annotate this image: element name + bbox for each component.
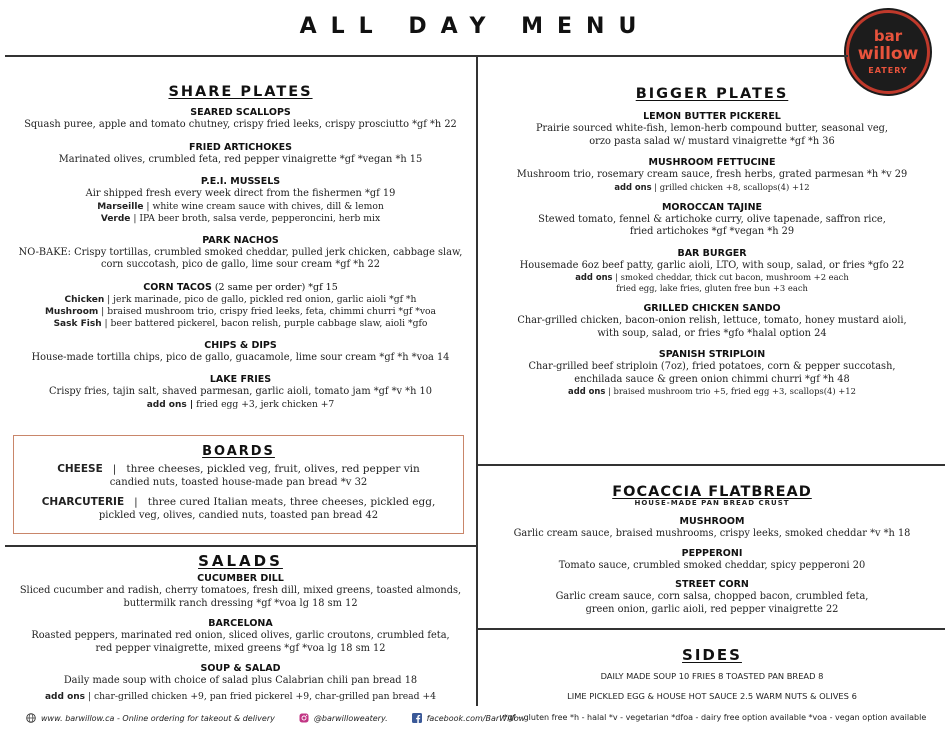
boards-section: BOARDS CHEESE | three cheeses, pickled veg, fruit, olives, red pepper vin candied nuts, toasted house-made pan bread *v 32 CHARCUTERIE | three cured Italian meats, three cheeses, pickled egg, pickled veg, olives, candied nuts, toasted pan bread 42 bbox=[13, 444, 464, 522]
bigger-plates-section bbox=[478, 86, 946, 397]
facebook-icon bbox=[412, 713, 422, 723]
taco-option: Chicken | jerk marinade, pico de gallo, pickled red onion, garlic aioli *gf *h bbox=[64, 293, 417, 305]
taco-option: Mushroom | braised mushroom trio, crispy fried leeks, feta, chimmi churri *gf *voa bbox=[44, 305, 437, 317]
focaccia-title: FOCACCIA FLATBREAD bbox=[612, 484, 812, 500]
mussels-option: Verde | IPA beer broth, salsa verde, pepperoncini, herb mix bbox=[100, 212, 381, 224]
instagram-icon bbox=[299, 713, 309, 723]
menu-item: SEARED SCALLOPS Squash puree, apple and tomato chutney, crispy fried leeks, crispy prosciutto *gf *h 22 bbox=[24, 107, 457, 130]
add-ons: add ons | fried egg +3, jerk chicken +7 bbox=[146, 398, 335, 410]
menu-item: FRIED ARTICHOKES Marinated olives, crumbled feta, red pepper vinaigrette *gf *vegan *h 15 bbox=[58, 141, 423, 165]
add-ons: add ons | grilled chicken +8, scallops(4) +12 bbox=[614, 181, 810, 192]
menu-item: MUSHROOM FETTUCINE Mushroom trio, rosemary cream sauce, fresh herbs, grated parmesan *h *v 29 add ons | grilled chicken +8, scallops(4) +12 bbox=[478, 157, 946, 193]
menu-item: SOUP & SALAD Daily made soup with choice of salad plus Calabrian chili pan bread 18 bbox=[63, 663, 418, 686]
salads-section bbox=[5, 552, 476, 703]
focaccia-rule bbox=[477, 464, 945, 466]
menu-item: MUSHROOM Garlic cream sauce, braised mushrooms, crispy leeks, smoked cheddar *v *h 18 bbox=[513, 516, 911, 539]
taco-option: Sask Fish | beer battered pickerel, bacon relish, purple cabbage slaw, aioli *gfo bbox=[53, 317, 428, 329]
salad-add-ons: add ons | char-grilled chicken +9, pan fried pickerel +9, char-grilled pan bread +4 bbox=[44, 690, 437, 702]
menu-item: BAR BURGER Housemade 6oz beef patty, garlic aioli, LTO, with soup, salad, or fries *gfo 22 add ons | smoked cheddar, thick cut bacon, mushroom +2 each fried egg, lake fries, gluten free bun +3 each bbox=[478, 248, 946, 295]
focaccia-section bbox=[478, 484, 946, 616]
bigger-plates-title: BIGGER PLATES bbox=[635, 86, 789, 102]
menu-item: LAKE FRIES Crispy fries, tajin salt, shaved parmesan, garlic aioli, tomato jam *gf *v *h 10 add ons | fried egg +3, jerk chicken +7 bbox=[5, 374, 476, 411]
sides-title: SIDES bbox=[682, 646, 742, 664]
menu-item: STREET CORN Garlic cream sauce, corn salsa, chopped bacon, crumbled feta, green onion, garlic aioli, red pepper vinaigrette 22 bbox=[555, 579, 869, 615]
website-link[interactable]: www. barwillow.ca - Online ordering for takeout & delivery bbox=[41, 714, 275, 723]
salads-rule bbox=[5, 545, 476, 547]
add-ons: add ons | braised mushroom trio +5, fried egg +3, scallops(4) +12 bbox=[568, 386, 856, 396]
boards-title: BOARDS bbox=[202, 444, 275, 459]
menu-item: MOROCCAN TAJINE Stewed tomato, fennel & artichoke curry, olive tapenade, saffron rice, fried artichokes *gf *vegan *h 29 bbox=[538, 201, 886, 237]
menu-item: PARK NACHOS NO-BAKE: Crispy tortillas, crumbled smoked cheddar, pulled jerk chicken, cabbage slaw, corn succotash, pico de gallo, lime sour cream *gf *h 22 bbox=[18, 234, 463, 270]
menu-item: BARCELONA Roasted peppers, marinated red onion, sliced olives, garlic croutons, crumbled feta, red pepper vinaigrette, mixed greens *gf *voa lg 18 sm 12 bbox=[31, 618, 450, 654]
share-plates-section bbox=[5, 84, 476, 411]
mussels-option: Marseille | white wine cream sauce with chives, dill & lemon bbox=[97, 200, 384, 212]
salads-title: SALADS bbox=[198, 552, 283, 570]
menu-item: P.E.I. MUSSELS Air shipped fresh every week direct from the fishermen *gf 19 Marseille | white wine cream sauce with chives, dill & lemon Verde | IPA beer broth, salsa verde, pepperoncini, herb mix bbox=[5, 176, 476, 225]
bar-willow-logo: bar willow EATERY bbox=[846, 10, 930, 94]
menu-item: CUCUMBER DILL Sliced cucumber and radish, cherry tomatoes, fresh dill, mixed greens, toasted almonds, buttermilk ranch dressing *gf *voa lg 18 sm 12 bbox=[19, 573, 462, 609]
menu-item: SPANISH STRIPLOIN Char-grilled beef striploin (7oz), fried potatoes, corn & pepper succotash, enchilada sauce & green onion chimmi churri *gf *h 48 add ons | braised mushroom trio +5, fried egg +3, scallops(4) +12 bbox=[478, 349, 946, 397]
menu-item: GRILLED CHICKEN SANDO Char-grilled chicken, bacon-onion relish, lettuce, tomato, honey mustard aioli, with soup, salad, or fries *gfo *halal option 24 bbox=[517, 303, 907, 339]
page-title: ALL DAY MENU bbox=[299, 14, 651, 39]
focaccia-subtitle: HOUSE-MADE PAN BREAD CRUST bbox=[634, 499, 790, 507]
globe-icon bbox=[26, 713, 36, 723]
sides-line: DAILY MADE SOUP 10 FRIES 8 TOASTED PAN BREAD 8 bbox=[600, 671, 824, 681]
add-ons: add ons | smoked cheddar, thick cut bacon, mushroom +2 each bbox=[575, 272, 849, 282]
sides-rule bbox=[477, 628, 945, 630]
top-rule bbox=[5, 55, 848, 57]
board-item: CHEESE | three cheeses, pickled veg, fruit, olives, red pepper vin bbox=[57, 463, 420, 475]
dietary-legend: *gf - gluten free *h - halal *v - vegetarian *dfoa - dairy free option available *voa - vegan option available bbox=[503, 713, 927, 722]
menu-item: CORN TACOS (2 same per order) *gf 15 Chicken | jerk marinade, pico de gallo, pickled red onion, garlic aioli *gf *h Mushroom | braised mushroom trio, crispy fried leeks, feta, chimmi churri *gf *voa Sask Fish | beer battered pickerel, bacon relish, purple cabbage slaw, aioli *gfo bbox=[5, 282, 476, 330]
menu-item: LEMON BUTTER PICKEREL Prairie sourced white-fish, lemon-herb compound butter, seasonal veg, orzo pasta salad w/ mustard vinaigrette *gf *h 36 bbox=[535, 111, 889, 147]
sides-section bbox=[478, 646, 946, 702]
share-plates-title: SHARE PLATES bbox=[168, 84, 313, 100]
footer-links bbox=[26, 713, 525, 723]
board-item: CHARCUTERIE | three cured Italian meats, three cheeses, pickled egg, bbox=[41, 496, 436, 508]
instagram-link[interactable]: @barwilloweatery. bbox=[313, 714, 388, 723]
facebook-link[interactable]: facebook.com/BarWillow bbox=[426, 714, 526, 723]
sides-line: LIME PICKLED EGG & HOUSE HOT SAUCE 2.5 WARM NUTS & OLIVES 6 bbox=[567, 691, 857, 701]
menu-item: CHIPS & DIPS House-made tortilla chips, pico de gallo, guacamole, lime sour cream *gf *h *voa 14 bbox=[31, 339, 450, 363]
menu-item: PEPPERONI Tomato sauce, crumbled smoked cheddar, spicy pepperoni 20 bbox=[558, 547, 866, 571]
